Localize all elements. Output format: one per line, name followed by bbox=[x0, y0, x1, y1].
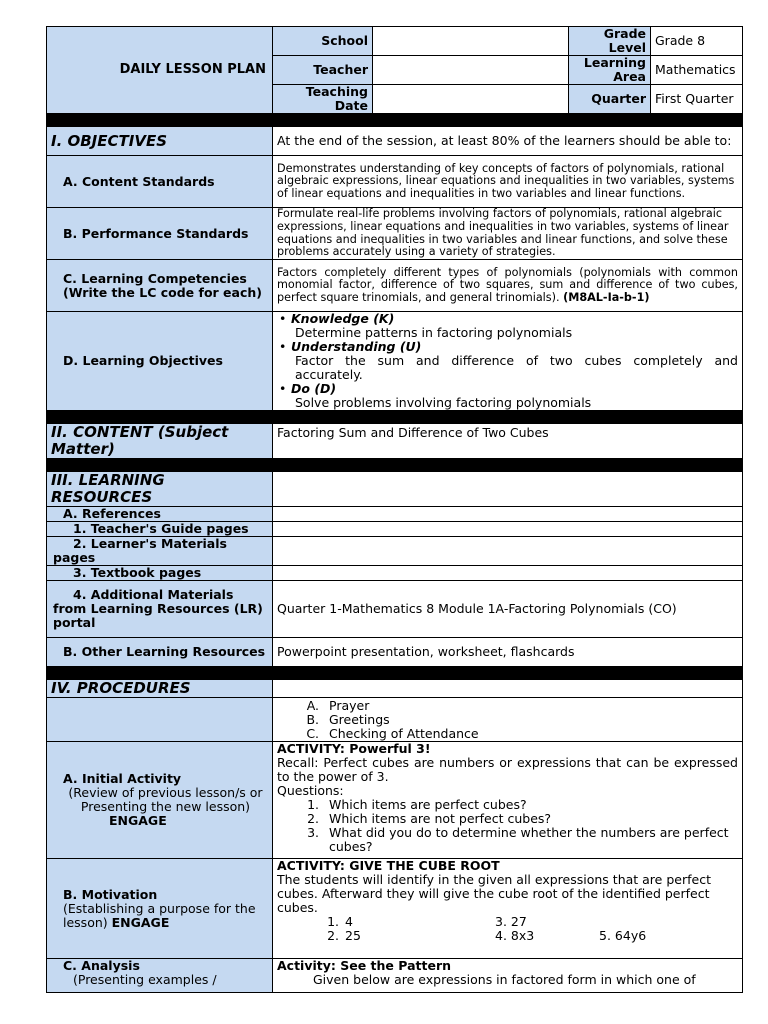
analysis-text: Given below are expressions in factored form in which one of bbox=[313, 972, 696, 987]
textbook-label: 3. Textbook pages bbox=[47, 566, 273, 581]
motivation-sub: (Establishing a purpose for the lesson) bbox=[63, 900, 256, 930]
initial-questions-label: Questions: bbox=[277, 783, 344, 798]
motivation-label-cell bbox=[47, 859, 273, 959]
list-item: B. Greetings bbox=[323, 713, 738, 727]
motivation-items bbox=[277, 915, 738, 943]
initial-activity-label: A. Initial Activity bbox=[63, 771, 182, 786]
procedures-heading: IV. PROCEDURES bbox=[47, 680, 273, 698]
list-item: 4 bbox=[345, 914, 353, 929]
list-item: A. Prayer bbox=[323, 699, 738, 713]
grade-level-label: Grade Level bbox=[569, 27, 651, 56]
list-item: 1. bbox=[327, 914, 339, 929]
competencies-cell bbox=[273, 260, 743, 312]
motivation-tag: ENGAGE bbox=[111, 914, 170, 930]
teaching-date-field[interactable] bbox=[373, 85, 569, 114]
lesson-plan-sheet bbox=[46, 26, 742, 993]
content-standards-label: A. Content Standards bbox=[47, 156, 273, 208]
resources-blank bbox=[273, 472, 743, 507]
list-item: 3. What did you do to determine whether the numbers are perfect cubes? bbox=[323, 826, 738, 854]
initial-activity-prefix: ACTIVITY: bbox=[277, 741, 345, 756]
teacher-label: Teacher bbox=[273, 56, 373, 85]
references-value bbox=[273, 507, 743, 522]
divider-bar bbox=[47, 667, 743, 680]
learning-objectives-label: D. Learning Objectives bbox=[47, 312, 273, 411]
motivation-activity: ACTIVITY: GIVE THE CUBE ROOT bbox=[277, 858, 500, 873]
prelim-cell bbox=[273, 698, 743, 742]
divider-bar bbox=[47, 459, 743, 472]
list-item: 5. 64y6 bbox=[599, 928, 647, 943]
other-resources-label: B. Other Learning Resources bbox=[47, 638, 273, 667]
teacher-field[interactable] bbox=[373, 56, 569, 85]
learning-area-label: Learning Area bbox=[569, 56, 651, 85]
list-item: 3. 27 bbox=[495, 914, 527, 929]
initial-activity-name: Powerful 3! bbox=[349, 741, 431, 756]
objectives-intro: At the end of the session, at least 80% of the learners should be able to: bbox=[273, 127, 743, 156]
teachers-guide-label: 1. Teacher's Guide pages bbox=[47, 522, 273, 537]
learning-area-value: Mathematics bbox=[651, 56, 743, 85]
initial-activity-label-cell bbox=[47, 742, 273, 859]
resources-heading: III. LEARNING RESOURCES bbox=[47, 472, 273, 507]
initial-activity-sub: (Review of previous lesson/s or Presenting the new lesson) bbox=[68, 785, 263, 814]
motivation-cell bbox=[273, 859, 743, 959]
teaching-date-label: Teaching Date bbox=[273, 85, 373, 114]
additional-materials-value: Quarter 1-Mathematics 8 Module 1A-Factoring Polynomials (CO) bbox=[273, 581, 743, 638]
learners-materials-value bbox=[273, 537, 743, 566]
additional-materials-label: 4. Additional Materials from Learning Resources (LR) portal bbox=[47, 581, 273, 638]
analysis-label-cell bbox=[47, 959, 273, 993]
prelim-label bbox=[47, 698, 273, 742]
school-label: School bbox=[273, 27, 373, 56]
initial-activity-cell bbox=[273, 742, 743, 859]
list-item: 2. Which items are not perfect cubes? bbox=[323, 812, 738, 826]
competencies-label: C. Learning Competencies (Write the LC code for each) bbox=[47, 260, 273, 312]
list-item: 4. 8x3 bbox=[495, 928, 535, 943]
analysis-cell bbox=[273, 959, 743, 993]
school-field[interactable] bbox=[373, 27, 569, 56]
competencies-code: (M8AL-Ia-b-1) bbox=[563, 290, 650, 304]
do-text: Solve problems involving factoring polynomials bbox=[295, 395, 592, 410]
analysis-label: C. Analysis bbox=[63, 958, 140, 973]
objectives-heading: I. OBJECTIVES bbox=[47, 127, 273, 156]
content-heading: II. CONTENT (Subject Matter) bbox=[47, 424, 273, 459]
understanding-label: Understanding (U) bbox=[291, 339, 422, 354]
knowledge-label: Knowledge (K) bbox=[291, 311, 395, 326]
motivation-text: The students will identify in the given all expressions that are perfect cubes. Afterward they will give the cube root of the identified perfect cubes. bbox=[277, 872, 711, 915]
quarter-label: Quarter bbox=[569, 85, 651, 114]
list-item: 1. Which items are perfect cubes? bbox=[323, 798, 738, 812]
content-standards-text: Demonstrates understanding of key concepts of factors of polynomials, rational algebraic expressions, linear equations and inequalities in two variables, systems of linear equations and inequalities in two variables and linear functions. bbox=[273, 156, 743, 208]
quarter-value: First Quarter bbox=[651, 85, 743, 114]
performance-standards-text: Formulate real-life problems involving factors of polynomials, rational algebraic expressions, linear equations and inequalities in two variables, systems of linear equations and inequalities in two variables and linear functions, and solve these problems accurately using a variety of strategies. bbox=[273, 208, 743, 260]
knowledge-text: Determine patterns in factoring polynomials bbox=[295, 325, 573, 340]
analysis-activity: Activity: See the Pattern bbox=[277, 958, 452, 973]
divider-bar bbox=[47, 114, 743, 127]
understanding-text: Factor the sum and difference of two cubes completely and accurately. bbox=[295, 353, 738, 382]
textbook-value bbox=[273, 566, 743, 581]
content-value: Factoring Sum and Difference of Two Cubes bbox=[273, 424, 743, 459]
list-item: 2. bbox=[327, 928, 339, 943]
initial-recall: Recall: Perfect cubes are numbers or expressions that can be expressed to the power of 3. bbox=[277, 755, 738, 784]
learners-materials-label: 2. Learner's Materials pages bbox=[47, 537, 273, 566]
procedures-blank bbox=[273, 680, 743, 698]
motivation-label: B. Motivation bbox=[63, 886, 158, 902]
initial-activity-tag: ENGAGE bbox=[109, 813, 167, 828]
plan-title: DAILY LESSON PLAN bbox=[47, 27, 273, 114]
other-resources-value: Powerpoint presentation, worksheet, flashcards bbox=[273, 638, 743, 667]
divider-bar bbox=[47, 411, 743, 424]
analysis-sub: (Presenting examples / bbox=[73, 972, 217, 987]
list-item: 25 bbox=[345, 928, 361, 943]
competencies-text: Factors completely different types of polynomials (polynomials with common monomial factor, difference of two squares, sum and difference of two cubes, perfect square trinomials, and general trinomials). bbox=[277, 265, 738, 304]
references-label: A. References bbox=[47, 507, 273, 522]
learning-objectives-cell bbox=[273, 312, 743, 411]
performance-standards-label: B. Performance Standards bbox=[47, 208, 273, 260]
teachers-guide-value bbox=[273, 522, 743, 537]
lesson-plan-table bbox=[46, 26, 743, 993]
do-label: Do (D) bbox=[291, 381, 337, 396]
motivation-sub-line bbox=[63, 902, 268, 930]
grade-level-value: Grade 8 bbox=[651, 27, 743, 56]
list-item: C. Checking of Attendance bbox=[323, 727, 738, 741]
